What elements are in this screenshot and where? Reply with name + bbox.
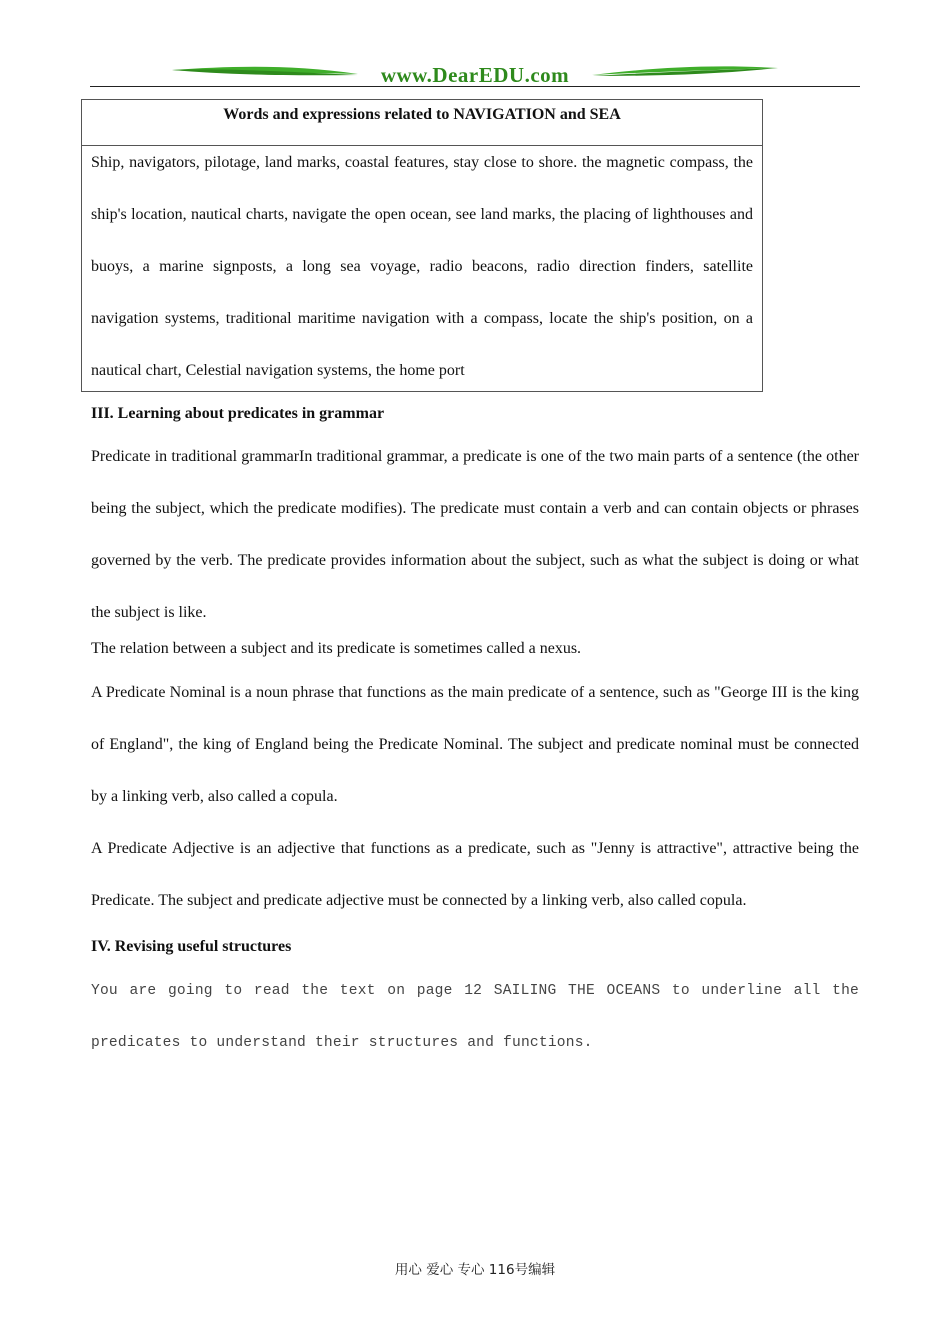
section-heading-structures: IV. Revising useful structures [91, 938, 292, 955]
section-heading-predicates: III. Learning about predicates in grammar [91, 405, 385, 422]
vocabulary-table [81, 99, 763, 392]
paragraph-nexus: The relation between a subject and its predicate is sometimes called a nexus. [91, 640, 582, 657]
header-rule [90, 86, 860, 87]
vocabulary-table-body: Ship, navigators, pilotage, land marks, coastal features, stay close to shore. the magnetic compass, the ship's location, nautical charts, navigate the open ocean, see land marks, the placing of lighthouses and buoys, a marine signposts, a long sea voyage, radio beacons, radio direction finders, satellite navigation systems, traditional maritime navigation with a compass, locate the ship's position, on a nautical chart, Celestial navigation systems, the home port [91, 154, 753, 379]
page-footer: 用心 爱心 专心 116号编辑 [394, 1262, 556, 1278]
paragraph-predicate-adjective: A Predicate Adjective is an adjective that functions as a predicate, such as "Jenny is attractive", attractive being the Predicate. The subject and predicate adjective must be connected by a linking verb, also called copula. [91, 840, 859, 909]
page-header [90, 58, 860, 90]
main-content [91, 400, 859, 1069]
site-logo: www.DearEDU.com [380, 63, 570, 87]
vocabulary-table-title: Words and expressions related to NAVIGATION and SEA [82, 100, 762, 146]
paragraph-predicate-nominal: A Predicate Nominal is a noun phrase that functions as the main predicate of a sentence, such as "George III is the king of England", the king of England being the Predicate Nominal. The subject and predicate nominal must be connected by a linking verb, also called a copula. [91, 684, 859, 805]
paragraph-predicate-definition: Predicate in traditional grammarIn traditional grammar, a predicate is one of the two main parts of a sentence (the other being the subject, which the predicate modifies). The predicate must contain a verb and can contain objects or phrases governed by the verb. The predicate provides information about the subject, such as what the subject is doing or what the subject is like. [91, 448, 859, 621]
paragraph-assignment: You are going to read the text on page 12 SAILING THE OCEANS to underline all the predicates to understand their structures and functions. [91, 983, 859, 1051]
